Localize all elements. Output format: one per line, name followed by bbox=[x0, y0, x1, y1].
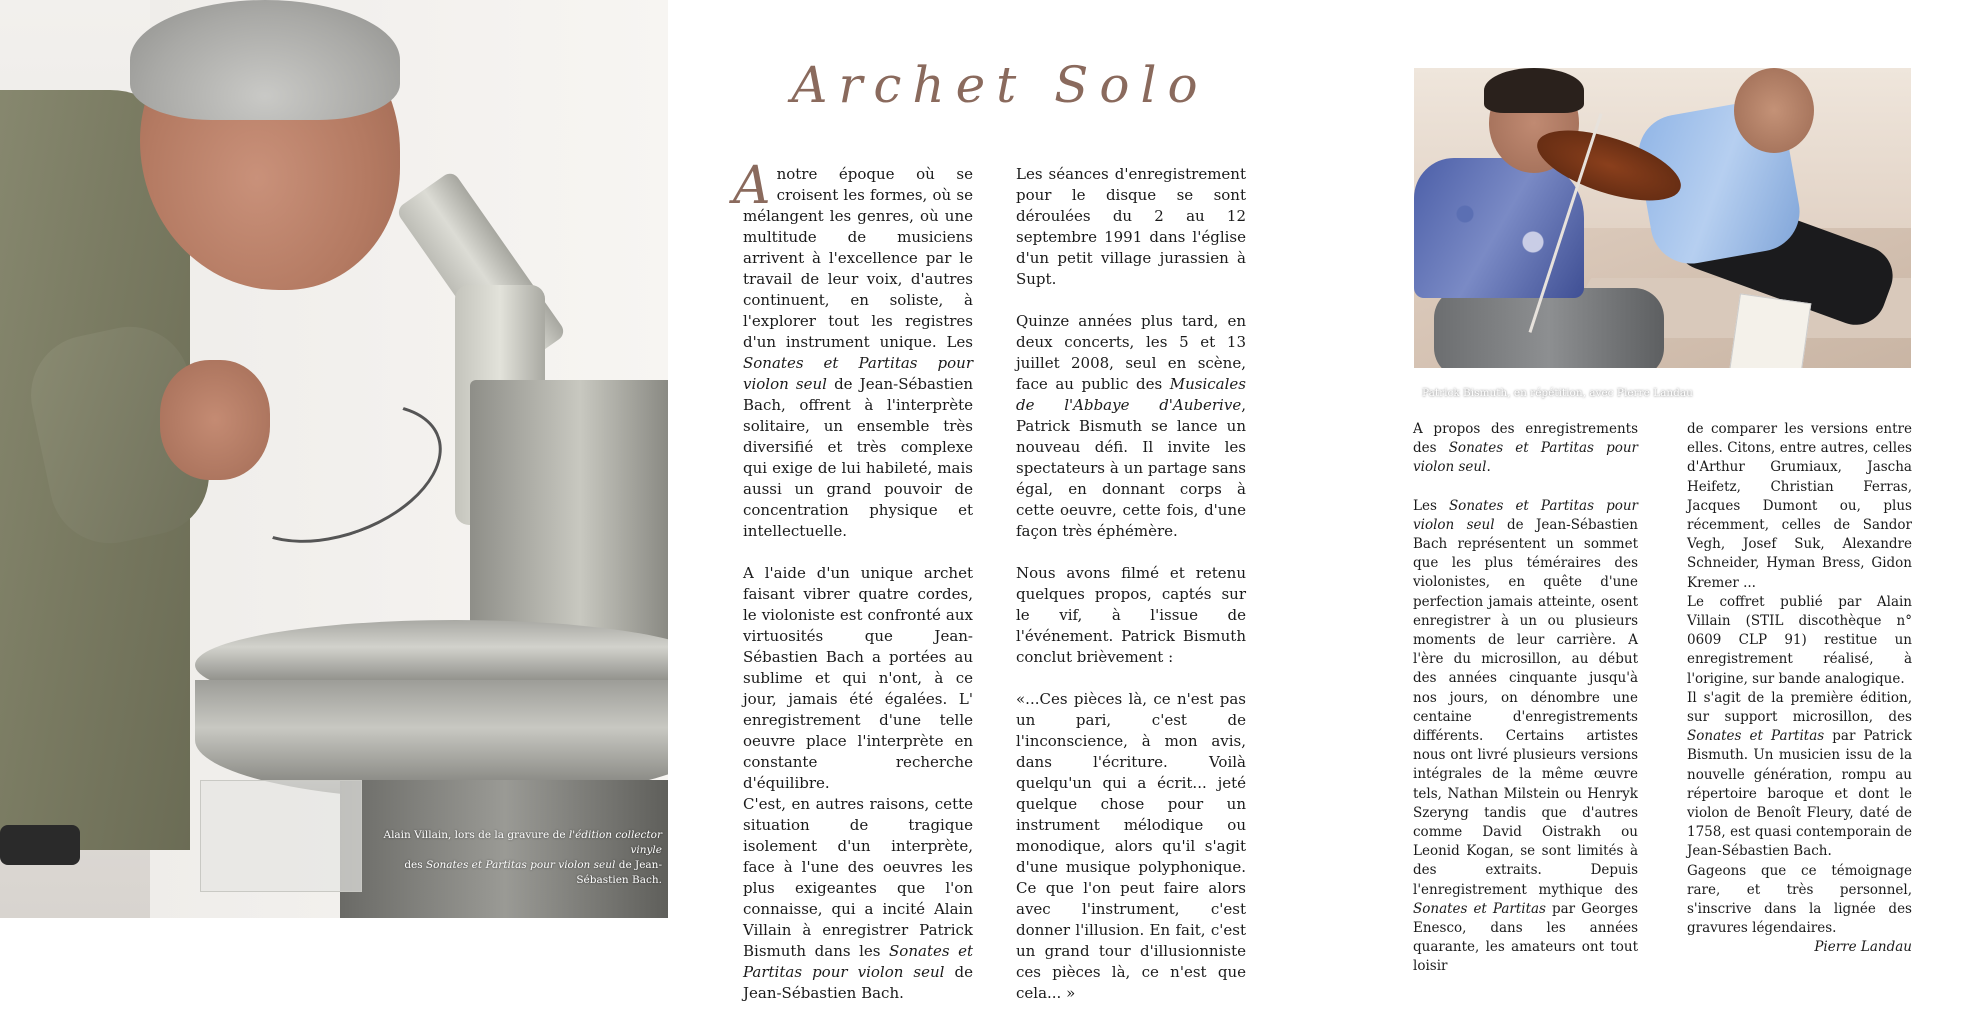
text-span-italic: Sonates et Partitas pour violon seul bbox=[743, 942, 974, 981]
quote-paragraph: «...Ces pièces là, ce n'est pas un pari, c'est de l'inconscience, à mon avis, dans l'écriture. Voilà quelqu'un qui a écrit... jeté quelque chose pour un instrument mélodique ou monodique, alors qu'il s'agit d'une musique polyphonique. Ce que l'on peut faire alors avec l'instrument, c'est donner l'illusion. En fait, c'est un grand tour d'illusionniste ces pièces là, ce n'est que cela... » bbox=[1016, 690, 1246, 1002]
photo-violinist-legs bbox=[1434, 288, 1664, 368]
paragraph bbox=[1413, 420, 1638, 478]
text-span: C'est, en autres raisons, cette situation de tragique isolement d'un interprète, face à l'une des oeuvres les plus exigeantes que l'on connaisse, qui a incité Alain Villain à enregistrer Patrick Bismuth dans les bbox=[743, 795, 973, 960]
text-span-italic: Sonates et Partitas pour violon seul bbox=[743, 354, 973, 393]
text-column-2 bbox=[1016, 164, 1246, 1025]
caption-left-part: l'édition collector vinyle bbox=[568, 829, 662, 856]
caption-left-part: Alain Villain, lors de la gravure de bbox=[383, 829, 569, 841]
photo-wristwatch bbox=[0, 825, 80, 865]
text-span: de Jean-Sébastien Bach. bbox=[743, 963, 973, 1002]
paragraph bbox=[1016, 311, 1246, 542]
paragraph: Le coffret publié par Alain Villain (STIL discothèque n° 0609 CLP 91) restitue un enregistrement réalisé, à l'origine, sur bande analogique. bbox=[1687, 593, 1912, 687]
text-span: Il s'agit de la première édition, sur support microsillon, des bbox=[1687, 689, 1912, 726]
text-span-italic: Sonates et Partitas bbox=[1413, 900, 1546, 917]
photo-man-hair bbox=[130, 0, 400, 120]
caption-left-part: des bbox=[404, 859, 426, 871]
paragraph bbox=[743, 794, 973, 1004]
text-column-1 bbox=[733, 156, 974, 1025]
text-span: Les bbox=[1413, 497, 1449, 514]
text-span: A propos des enregistrements des bbox=[1413, 421, 1638, 457]
paragraph: Gageons que ce témoignage rare, et très personnel, s'inscrive dans la lignée des gravures légendaires. bbox=[1687, 862, 1912, 937]
text-span: par Patrick Bismuth. Un musicien issu de la nouvelle génération, rompu au répertoire baroque et dont le violon de Benoît Fleury, daté de 1758, est quasi contemporain de Jean-Sébastien Bach. bbox=[1687, 728, 1912, 860]
text-span: Quinze années plus tard, en deux concerts, les 5 et 13 juillet 2008, seul en scène, face au public des bbox=[1016, 312, 1246, 393]
photo-left-caption bbox=[372, 828, 662, 888]
paragraph: Les séances d'enregistrement pour le disque se sont déroulées du 2 au 12 septembre 1991 dans l'église d'un petit village jurassien à Supt. bbox=[1016, 165, 1246, 288]
text-span: , Patrick Bismuth se lance un nouveau défi. Il invite les spectateurs à un partage sans égal, en donnant corps à cette oeuvre, cette fois, d'une façon très éphémère. bbox=[1016, 396, 1246, 540]
text-column-3 bbox=[1413, 420, 1638, 996]
paragraph: Nous avons filmé et retenu quelques propos, captés sur le vif, à l'issue de l'événement. Patrick Bismuth conclut brièvement : bbox=[1016, 564, 1246, 666]
photo-right-caption: Patrick Bismuth, en répétition, avec Pierre Landau bbox=[1422, 387, 1693, 399]
photo-violinist-hair bbox=[1484, 68, 1584, 113]
paragraph bbox=[1687, 689, 1912, 862]
paragraph bbox=[1413, 497, 1638, 977]
photo-violinist-shirt bbox=[1414, 158, 1584, 298]
text-span-italic: Sonates et Partitas pour violon seul bbox=[1413, 497, 1638, 533]
photo-rehearsal bbox=[1414, 68, 1911, 368]
author-signature: Pierre Landau bbox=[1814, 939, 1912, 956]
photo-glass-case bbox=[200, 780, 362, 892]
photo-alain-villain bbox=[0, 0, 668, 918]
photo-sheet-music bbox=[1729, 293, 1812, 368]
paragraph: A l'aide d'un unique archet faisant vibrer quatre cordes, le violoniste est confronté aux virtuosités que Jean-Sébastien Bach a portées au sublime et qui n'ont, à ce jour, jamais été égalées. L' enregistrement d'une telle oeuvre place l'interprète en constante recherche d'équilibre. bbox=[743, 564, 973, 792]
text-span: . bbox=[1486, 459, 1491, 476]
paragraph: de comparer les versions entre elles. Citons, entre autres, celles d'Arthur Grumiaux, Jascha Heifetz, Christian Ferras, Jacques Dumont ou, plus récemment, celles de Sandor Vegh, Josef Suk, Alexandre Schneider, Hyman Bress, Gidon Kremer ... bbox=[1687, 421, 1912, 591]
paragraph bbox=[733, 156, 973, 542]
text-span-italic: Musicales de l'Abbaye d'Auberive bbox=[1016, 375, 1246, 414]
text-span: par Georges Enesco, dans les années quarante, les amateurs ont tout loisir bbox=[1413, 900, 1638, 975]
caption-left-part: Sonates et Partitas pour violon seul bbox=[425, 859, 616, 871]
text-column-4 bbox=[1687, 420, 1912, 958]
drop-cap: A bbox=[733, 156, 771, 216]
photo-listener-head bbox=[1734, 68, 1814, 153]
caption-left-part: de Jean-Sébastien Bach. bbox=[576, 859, 662, 886]
text-span: de Jean-Sébastien Bach représentent un sommet que les plus téméraires des violonistes, en quête d'une perfection jamais atteinte, osent enregistrer à un ou plusieurs moments de leur carrière. A l'ère du microsillon, au début des années cinquante jusqu'à nos jours, on dénombre une centaine d'enregistrements différents. Certains artistes nous ont livré plusieurs versions intégrales de la même œuvre tels, Nathan Milstein ou Henryk Szeryng tandis que d'autres comme David Oistrakh ou Leonid Kogan, se sont limités à des extraits. Depuis l'enregistrement mythique des bbox=[1413, 516, 1639, 898]
text-span: de Jean-Sébastien Bach, offrent à l'interprète solitaire, un ensemble très diversifié et très complexe qui exige de lui habileté, mais aussi un grand pouvoir de concentration physique et intellectuelle. bbox=[743, 375, 973, 540]
text-span-italic: Sonates et Partitas pour violon seul bbox=[1413, 440, 1638, 476]
text-span-italic: Sonates et Partitas bbox=[1687, 728, 1825, 745]
page-title: Archet Solo bbox=[791, 56, 1209, 114]
text-span: notre époque où se croisent les formes, où se mélangent les genres, où une multitude de musiciens arrivent à l'excellence par le travail de leur voix, d'autres continuent, en soliste, à l'explorer tout les registres d'un instrument unique. Les bbox=[743, 165, 973, 351]
